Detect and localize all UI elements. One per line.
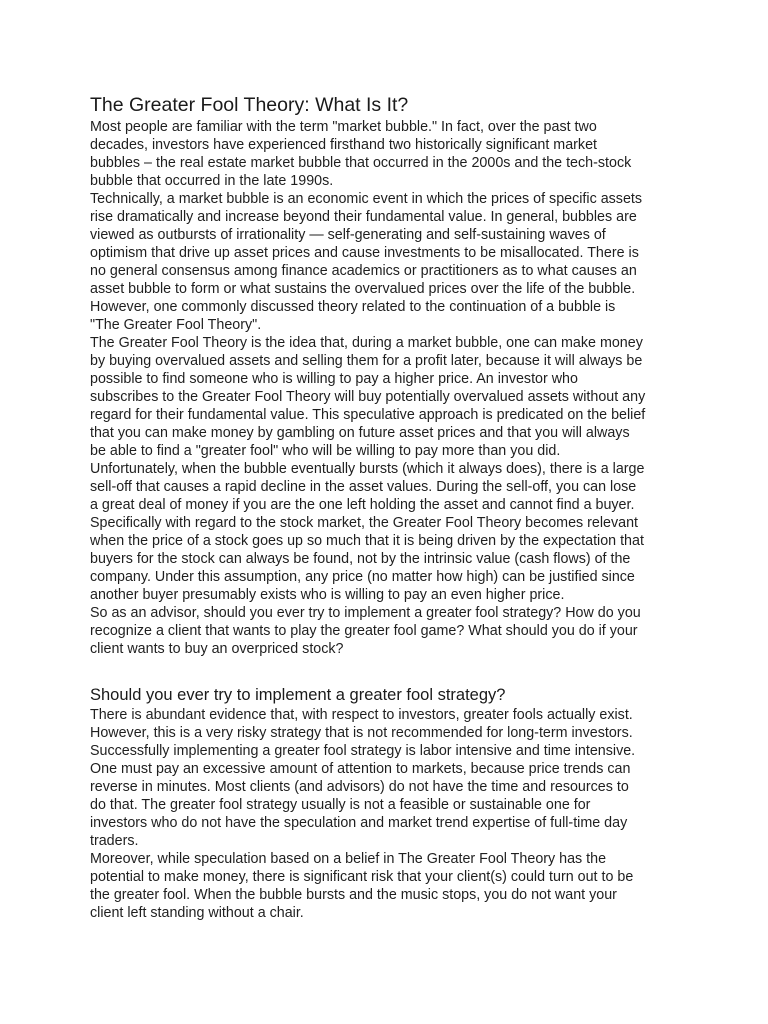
text-line: the greater fool. When the bubble bursts and the music stops, you do not want your xyxy=(90,887,617,903)
text-line: client left standing without a chair. xyxy=(90,905,304,921)
paragraph-stock-market xyxy=(90,514,690,604)
text-line: rise dramatically and increase beyond their fundamental value. In general, bubbles are xyxy=(90,209,637,225)
text-line: Moreover, while speculation based on a belief in The Greater Fool Theory has the xyxy=(90,851,607,867)
text-line: client wants to buy an overpriced stock? xyxy=(90,641,344,657)
text-line: recognize a client that wants to play the greater fool game? What should you do if your xyxy=(90,623,638,639)
text-line: Unfortunately, when the bubble eventually bursts (which it always does), there is a large xyxy=(90,461,645,477)
text-line: However, this is a very risky strategy that is not recommended for long-term investors. xyxy=(90,725,633,741)
text-line: However, one commonly discussed theory related to the continuation of a bubble is xyxy=(90,299,616,315)
text-line: be able to find a "greater fool" who will be willing to pay more than you did. xyxy=(90,443,561,459)
text-line: possible to find someone who is willing to pay a higher price. An investor who xyxy=(90,371,578,387)
paragraph-market-bubble-definition xyxy=(90,190,690,334)
text-line: Successfully implementing a greater fool strategy is labor intensive and time intensive. xyxy=(90,743,636,759)
text-line: sell-off that causes a rapid decline in the asset values. During the sell-off, you can lose xyxy=(90,479,637,495)
text-line: viewed as outbursts of irrationality — self-generating and self-sustaining waves of xyxy=(90,227,606,243)
paragraph-speculation-risk xyxy=(90,850,635,922)
text-line: The Greater Fool Theory is the idea that, during a market bubble, one can make money xyxy=(90,335,643,351)
text-line: So as an advisor, should you ever try to implement a greater fool strategy? How do you xyxy=(90,605,641,621)
text-line: reverse in minutes. Most clients (and advisors) do not have the time and resources to xyxy=(90,779,629,795)
paragraph-greater-fool-theory xyxy=(90,334,690,460)
paragraph-market-bubble-intro xyxy=(90,118,690,190)
text-line: optimism that drive up asset prices and cause investments to be misallocated. There is xyxy=(90,245,639,261)
text-line: traders. xyxy=(90,833,139,849)
section-greater-fool-strategy xyxy=(90,684,635,922)
text-line: by buying overvalued assets and selling them for a profit later, because it will always be xyxy=(90,353,643,369)
text-line: One must pay an excessive amount of attention to markets, because price trends can xyxy=(90,761,631,777)
text-line: that you can make money by gambling on future asset prices and that you will always xyxy=(90,425,630,441)
paragraph-advisor-questions xyxy=(90,604,690,658)
text-line: another buyer presumably exists who is willing to pay an even higher price. xyxy=(90,587,565,603)
paragraph-risky-strategy xyxy=(90,706,635,850)
text-line: do that. The greater fool strategy usually is not a feasible or sustainable one for xyxy=(90,797,591,813)
text-line: buyers for the stock can always be found, not by the intrinsic value (cash flows) of the xyxy=(90,551,631,567)
text-line: "The Greater Fool Theory". xyxy=(90,317,262,333)
text-line: decades, investors have experienced firsthand two historically significant market xyxy=(90,137,597,153)
text-line: Most people are familiar with the term "market bubble." In fact, over the past two xyxy=(90,119,597,135)
document-page xyxy=(90,92,690,921)
text-line: when the price of a stock goes up so much that it is being driven by the expectation that xyxy=(90,533,644,549)
text-line: asset bubble to form or what sustains the overvalued prices over the life of the bubble. xyxy=(90,281,636,297)
document-title: The Greater Fool Theory: What Is It? xyxy=(90,94,409,116)
text-line: Specifically with regard to the stock market, the Greater Fool Theory becomes relevant xyxy=(90,515,639,531)
text-line: bubbles – the real estate market bubble that occurred in the 2000s and the tech-stock xyxy=(90,155,632,171)
section-heading: Should you ever try to implement a greater fool strategy? xyxy=(90,686,506,704)
text-line: subscribes to the Greater Fool Theory will buy potentially overvalued assets without any xyxy=(90,389,646,405)
text-line: regard for their fundamental value. This speculative approach is predicated on the belief xyxy=(90,407,646,423)
text-line: Technically, a market bubble is an economic event in which the prices of specific assets xyxy=(90,191,643,207)
paragraph-bubble-bursts xyxy=(90,460,690,514)
text-line: no general consensus among finance academics or practitioners as to what causes an xyxy=(90,263,637,279)
text-line: bubble that occurred in the late 1990s. xyxy=(90,173,334,189)
text-line: potential to make money, there is significant risk that your client(s) could turn out to be xyxy=(90,869,634,885)
text-line: There is abundant evidence that, with respect to investors, greater fools actually exist. xyxy=(90,707,633,723)
text-line: investors who do not have the speculation and market trend expertise of full-time day xyxy=(90,815,628,831)
text-line: a great deal of money if you are the one left holding the asset and cannot find a buyer. xyxy=(90,497,635,513)
section-intro xyxy=(90,118,690,658)
text-line: company. Under this assumption, any price (no matter how high) can be justified since xyxy=(90,569,635,585)
